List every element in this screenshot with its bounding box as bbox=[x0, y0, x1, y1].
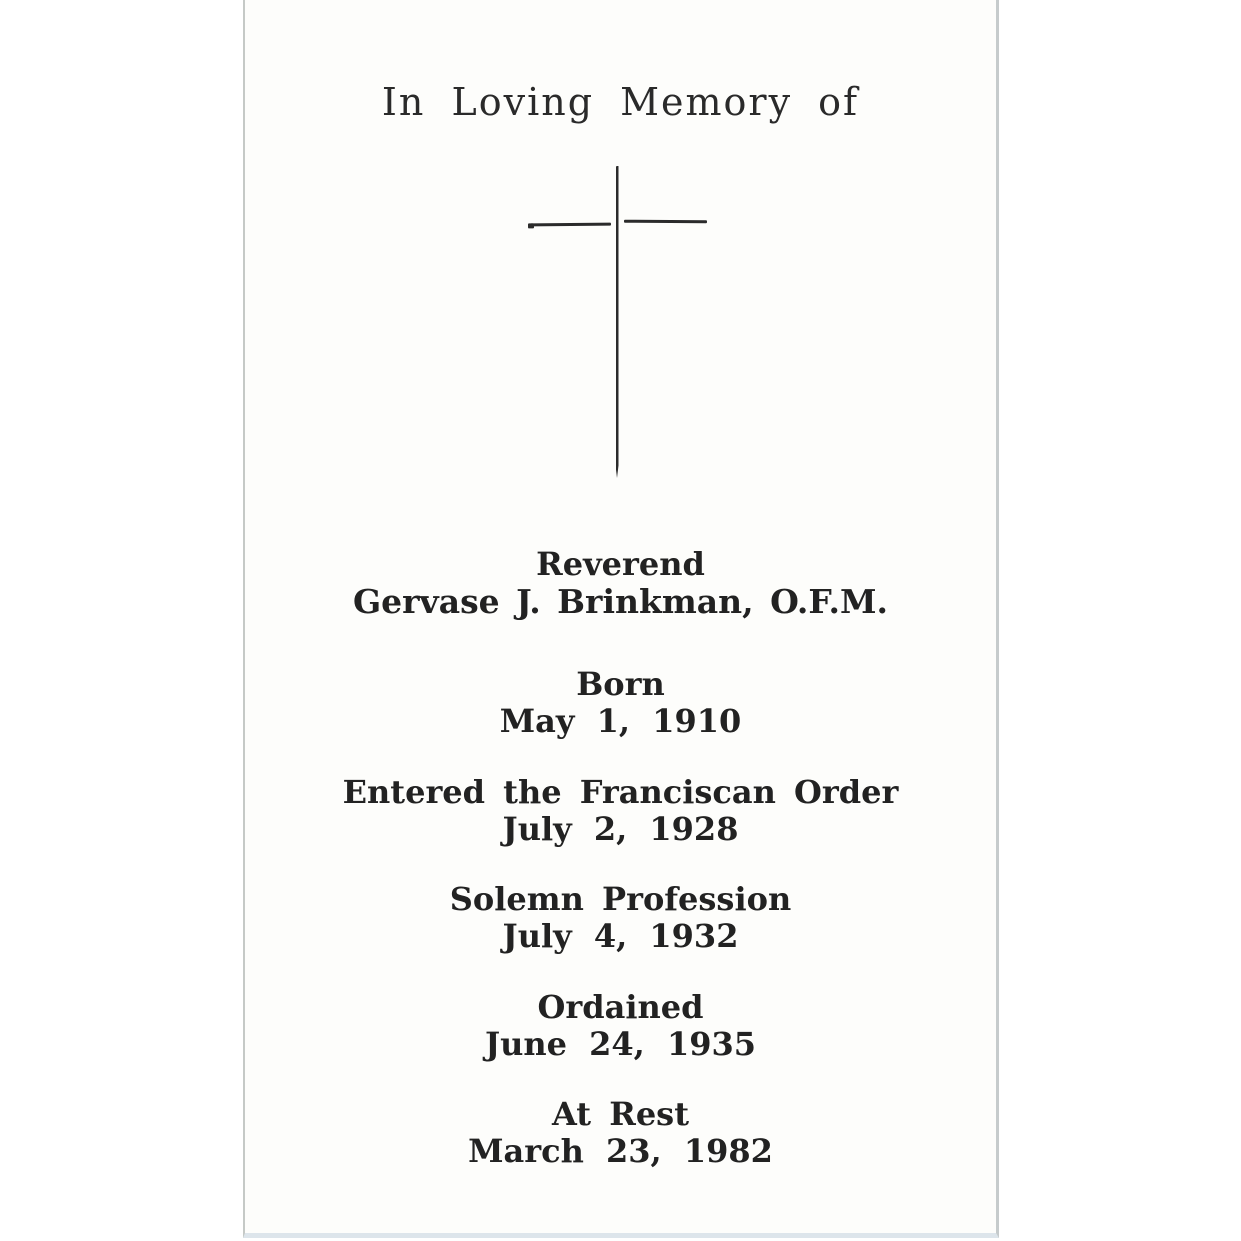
deceased-name-block bbox=[245, 546, 996, 620]
cross-horizontal-bar-right bbox=[623, 220, 706, 224]
cross-horizontal-bar-left bbox=[529, 223, 610, 227]
deceased-name: Gervase J. Brinkman, O.F.M. bbox=[352, 582, 889, 621]
event-date: July 2, 1928 bbox=[502, 810, 739, 848]
event-label: Born bbox=[576, 665, 665, 703]
event-date: March 23, 1982 bbox=[468, 1132, 773, 1170]
event-label: Entered the Franciscan Order bbox=[342, 773, 899, 811]
event-label: Ordained bbox=[537, 988, 704, 1026]
cross-icon bbox=[245, 166, 996, 478]
life-event-at-rest bbox=[245, 1096, 996, 1170]
event-label: At Rest bbox=[552, 1095, 689, 1133]
cross-vertical-bar bbox=[616, 166, 619, 478]
event-label: Solemn Profession bbox=[449, 880, 792, 918]
life-event-solemn-profession bbox=[245, 881, 996, 955]
event-date: July 4, 1932 bbox=[502, 917, 739, 955]
life-event-entered-order bbox=[245, 774, 996, 848]
memorial-card bbox=[243, 0, 999, 1238]
life-event-ordained bbox=[245, 989, 996, 1063]
event-date: May 1, 1910 bbox=[499, 702, 742, 740]
life-event-born bbox=[245, 666, 996, 740]
event-date: June 24, 1935 bbox=[484, 1025, 757, 1063]
honorific: Reverend bbox=[536, 545, 705, 583]
card-title: In Loving Memory of bbox=[381, 80, 860, 124]
